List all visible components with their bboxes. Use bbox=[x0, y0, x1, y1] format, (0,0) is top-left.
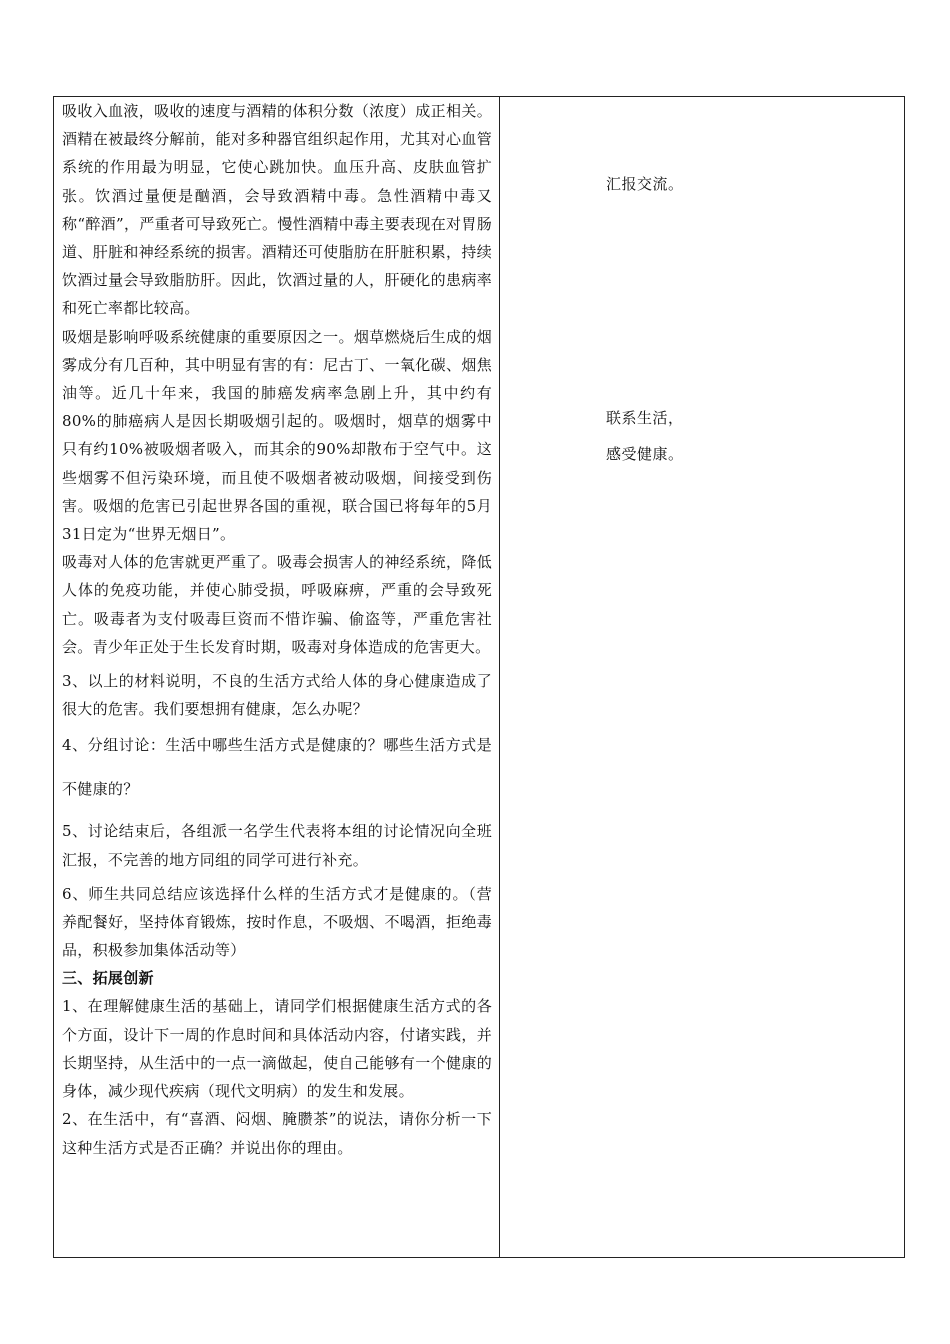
lesson-table bbox=[53, 96, 905, 1258]
column-divider bbox=[499, 97, 500, 1257]
step-5-paragraph: 5、讨论结束后，各组派一名学生代表将本组的讨论情况向全班汇报，不完善的地方同组的同学可进行补充。 bbox=[62, 822, 492, 869]
smoking-paragraph: 吸烟是影响呼吸系统健康的重要原因之一。烟草燃烧后生成的烟雾成分有几百种，其中明显有害的有：尼古丁、一氧化碳、烟焦油等。近几十年来，我国的肺癌发病率急剧上升，其中约有80%的肺癌病人是因长期吸烟引起的。吸烟时，烟草的烟雾中只有约10%被吸烟者吸入，而其余的90%却散布于空气中。这些烟雾不但污染环境，而且使不吸烟者被动吸烟，间接受到伤害。吸烟的危害已引起世界各国的重视，联合国已将每年的5月31日定为“世界无烟日”。 bbox=[62, 327, 492, 544]
alcohol-paragraph: 吸收入血液，吸收的速度与酒精的体积分数（浓度）成正相关。酒精在被最终分解前，能对多种器官组织起作用，尤其对心血管系统的作用最为明显，它使心跳加快。血压升高、皮肤血管扩张。饮酒过量便是酗酒，会导致酒精中毒。急性酒精中毒又称“醉酒”，严重者可导致死亡。慢性酒精中毒主要表现在对胃肠道、肝脏和神经系统的损害。酒精还可使脂肪在肝脏积累，持续饮酒过量会导致脂肪肝。因此，饮酒过量的人，肝硬化的患病率和死亡率都比较高。 bbox=[62, 102, 492, 318]
step-4-paragraph: 4、分组讨论：生活中哪些生活方式是健康的？哪些生活方式是不健康的？ bbox=[62, 736, 492, 799]
drugs-paragraph: 吸毒对人体的危害就更严重了。吸毒会损害人的神经系统，降低人体的免疫功能，并使心肺受损，呼吸麻痹，严重的会导致死亡。吸毒者为支付吸毒巨资而不惜诈骗、偷盗等，严重危害社会。青少年正处于生长发育时期，吸毒对身体造成的危害更大。 bbox=[62, 553, 492, 656]
section-heading: 三、拓展创新 bbox=[62, 969, 154, 988]
step-6-paragraph: 6、师生共同总结应该选择什么样的生活方式才是健康的。（营养配餐好，坚持体育锻炼，按时作息，不吸烟、不喝酒，拒绝毒品，积极参加集体活动等） bbox=[62, 884, 492, 960]
note-report: 汇报交流。 bbox=[606, 175, 684, 193]
note-life-line1: 联系生活， bbox=[606, 409, 684, 427]
note-life-line2: 感受健康。 bbox=[606, 445, 684, 463]
extension-item-2: 2、在生活中，有“喜酒、闷烟、腌臜茶”的说法，请你分析一下这种生活方式是否正确？并说出你的理由。 bbox=[62, 1110, 492, 1157]
extension-item-1: 1、在理解健康生活的基础上，请同学们根据健康生活方式的各个方面，设计下一周的作息时间和具体活动内容，付诸实践，并长期坚持，从生活中的一点一滴做起，使自己能够有一个健康的身体，减少现代疾病（现代文明病）的发生和发展。 bbox=[62, 997, 492, 1101]
step-3-paragraph: 3、以上的材料说明，不良的生活方式给人体的身心健康造成了很大的危害。我们要想拥有健康，怎么办呢？ bbox=[62, 672, 492, 719]
activity-column bbox=[62, 97, 492, 1162]
